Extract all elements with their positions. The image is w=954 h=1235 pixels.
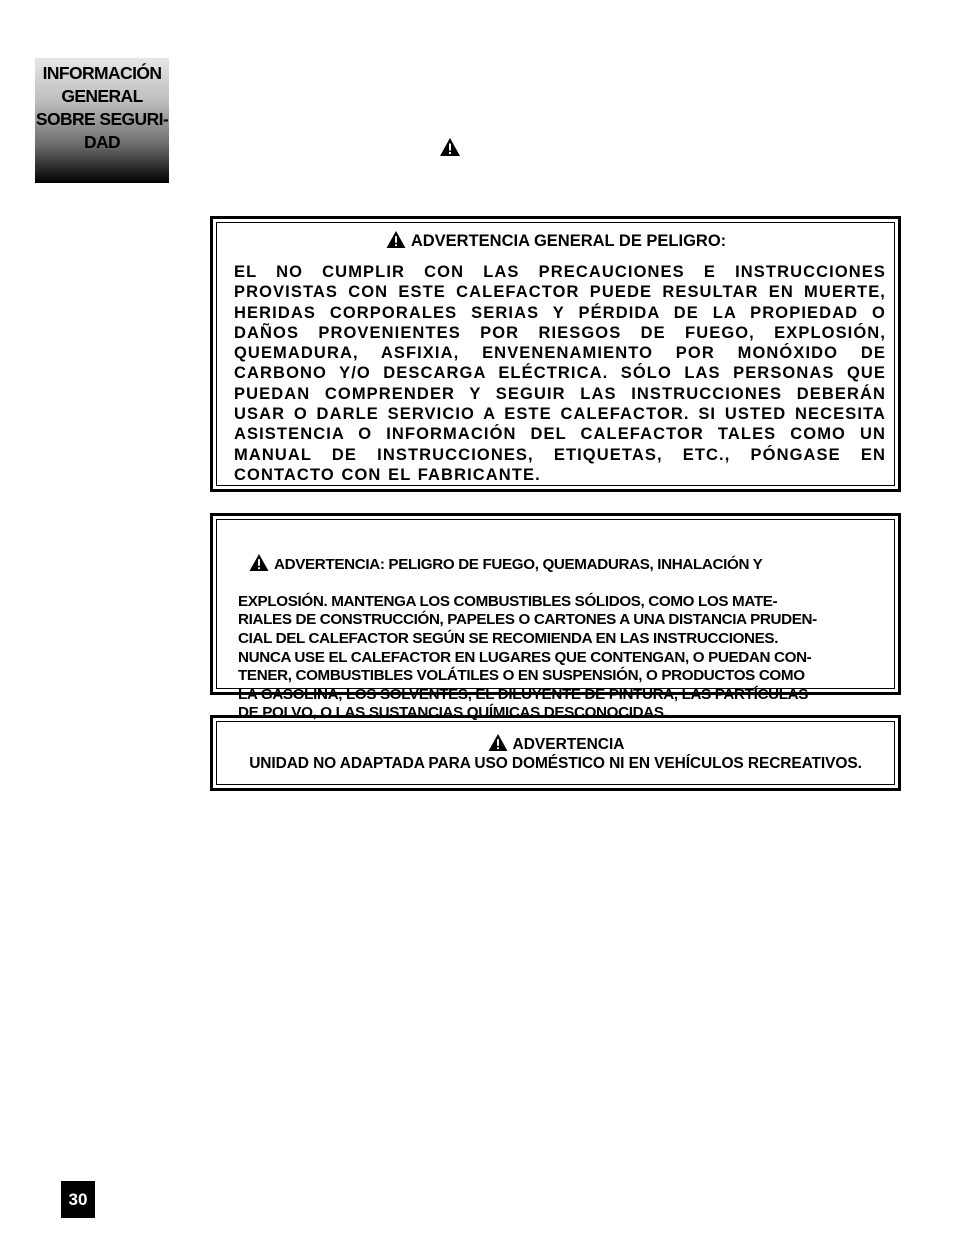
fire-hazard-rest: EXPLOSIÓN. MANTENGA LOS COMBUSTIBLES SÓLIDOS, COMO LOS MATE- RIALES DE CONSTRUCCIÓN, PAPELES O CARTONES A UNA DISTANCIA PRUDEN- CIAL DEL CALEFACTOR SEGÚN SE RECOMIENDA EN LAS INSTRUCCIONES. NUNCA USE EL CALEFACTOR EN LUGARES QUE CONTENGAN, O PUEDAN CON- TENER, COMBUSTIBLES VOLÁTILES O EN SUSPENSIÓN, O PRODUCTOS COMO LA GASOLINA, LOS SOLVENTES, EL DILUYENTE DE PINTURA, LAS PARTÍCULAS DE POLVO, O LAS SUSTANCIAS QUÍMICAS DESCONOCIDAS. [238, 592, 817, 722]
fire-hazard-first-line: ADVERTENCIA: PELIGRO DE FUEGO, QUEMADURAS, INHALACIÓN Y [274, 555, 763, 573]
unit-warning-title [217, 733, 894, 754]
section-tab-line: INFORMACIÓN [42, 63, 162, 83]
section-tab-line: SOBRE SEGURI- [35, 109, 169, 129]
unit-warning-text: UNIDAD NO ADAPTADA PARA USO DOMÉSTICO NI EN VEHÍCULOS RECREATIVOS. [249, 755, 862, 772]
warning-triangle-icon [385, 230, 407, 249]
warning-triangle-icon [439, 137, 461, 157]
unit-warning-title-text: ADVERTENCIA [512, 736, 625, 753]
section-tab-line: DAD [83, 132, 121, 152]
general-hazard-warning-box [210, 216, 901, 492]
section-tab [35, 58, 169, 183]
fire-hazard-warning-box [210, 513, 901, 722]
page-number: 30 [61, 1181, 95, 1218]
unit-warning-box [210, 715, 901, 791]
warning-triangle-icon [487, 733, 509, 752]
general-hazard-heading-text: ADVERTENCIA GENERAL DE PELIGRO: [410, 232, 727, 250]
warning-triangle-icon [248, 553, 270, 572]
general-hazard-heading [217, 230, 894, 251]
general-hazard-body: EL NO CUMPLIR CON LAS PRECAUCIONES E INSTRUCCIONES PROVISTAS CON ESTE CALEFACTOR PUEDE RESULTAR EN MUERTE, HERIDAS CORPORALES SERIAS Y PÉRDIDA DE LA PROPIEDAD O DAÑOS PROVENIENTES POR RIESGOS DE FUEGO, EXPLOSIÓN, QUEMADURA, ASFIXIA, ENVENENAMIENTO POR MONÓXIDO DE CARBONO Y/O DESCARGA ELÉCTRICA. SÓLO LAS PERSONAS QUE PUEDAN COMPRENDER Y SEGUIR LAS INSTRUCCIONES DEBERÁN USAR O DARLE SERVICIO A ESTE CALEFACTOR. SI USTED NECESITA ASISTENCIA O INFORMACIÓN DEL CALEFACTOR TALES COMO UN MANUAL DE INSTRUCCIONES, ETIQUETAS, ETC., PÓNGASE EN CONTACTO CON EL FABRICANTE. [234, 263, 886, 484]
fire-hazard-text [238, 534, 888, 742]
section-tab-line: GENERAL [61, 86, 143, 106]
